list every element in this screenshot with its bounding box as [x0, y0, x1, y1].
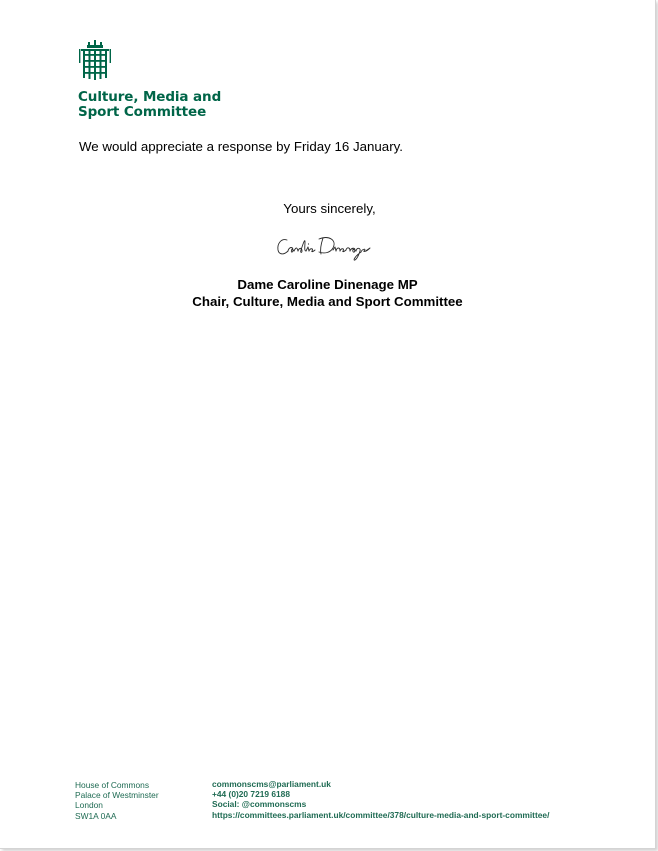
letter-closing: Yours sincerely,: [283, 201, 376, 216]
footer-address: [75, 780, 159, 821]
committee-name: [78, 90, 298, 120]
email-link[interactable]: commonscms@parliament.uk: [212, 779, 331, 789]
social-handle: Social: @commonscms: [212, 799, 307, 810]
signatory-block: [0, 277, 655, 310]
letter-body: We would appreciate a response by Friday 16 January.: [79, 139, 403, 154]
committee-name-line1: Culture, Media and: [78, 89, 222, 105]
handwritten-signature: [275, 230, 385, 262]
website-link[interactable]: https://committees.parliament.uk/committee/378/culture-media-and-sport-committee/: [212, 809, 550, 820]
address-line: SW1A 0AA: [75, 810, 117, 821]
portcullis-icon: [78, 40, 112, 80]
committee-name-line2: Sport Committee: [78, 104, 207, 120]
signatory-title: Chair, Culture, Media and Sport Committee: [192, 293, 463, 309]
address-line: Palace of Westminster: [75, 790, 159, 801]
signatory-name: Dame Caroline Dinenage MP: [237, 277, 418, 292]
phone-number: +44 (0)20 7219 6188: [212, 789, 291, 800]
address-line: House of Commons: [75, 780, 150, 790]
address-line: London: [75, 800, 103, 811]
footer-contact: [212, 779, 549, 820]
